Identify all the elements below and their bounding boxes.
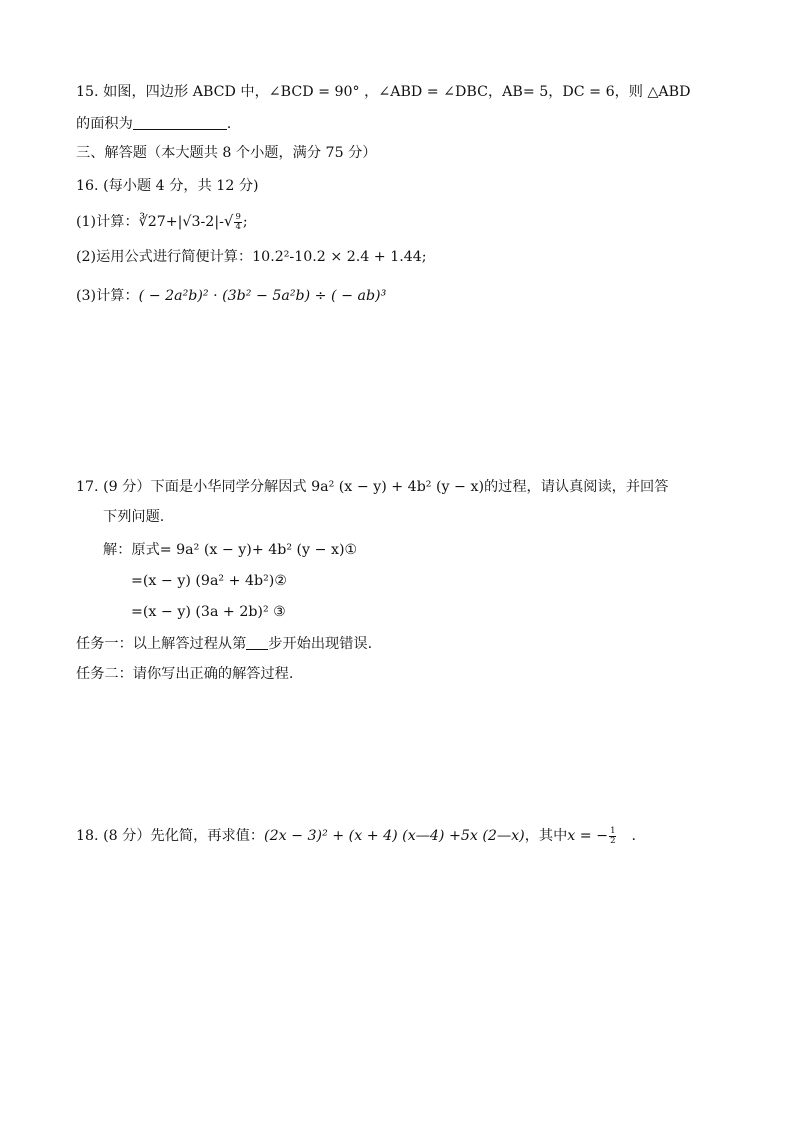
q16-p1-fraction: $\frac{9}{4}$ bbox=[235, 211, 241, 232]
q15-suffix: . bbox=[226, 116, 232, 132]
q16-p1-abs: +|√3-2|- bbox=[165, 214, 224, 230]
q16-p1-label: (1)计算： bbox=[76, 214, 139, 230]
q18-expr: (2x − 3)² + (x + 4) (x—4) +5x (2—x) bbox=[264, 828, 525, 844]
q16-p1-cuberoot: ∛27 bbox=[138, 214, 166, 230]
q17-solution-step3: =(x − y) (3a + 2b)² ③ bbox=[131, 604, 286, 620]
q17-task2: 任务二：请你写出正确的解答过程. bbox=[76, 666, 294, 682]
q16-p3-label: (3)计算： bbox=[76, 288, 139, 304]
q16-header: 16. (每小题 4 分，共 12 分) bbox=[76, 178, 259, 194]
q15-answer-blank bbox=[133, 115, 227, 130]
q17-solution-step1: 解：原式= 9a² (x − y)+ 4b² (y − x)① bbox=[103, 542, 358, 558]
q17-task1 bbox=[76, 634, 372, 654]
q17-line2: 下列问题. bbox=[103, 509, 165, 525]
q16-part3 bbox=[76, 286, 386, 306]
section-title: 三、解答题（本大题共 8 个小题，满分 75 分） bbox=[76, 145, 377, 161]
q18-var: x = − bbox=[567, 828, 609, 844]
q16-part2: (2)运用公式进行简便计算：10.2²-10.2 × 2.4 + 1.44; bbox=[76, 249, 427, 265]
q16-part1 bbox=[76, 211, 248, 232]
q18-line bbox=[76, 826, 636, 846]
q15-line2 bbox=[76, 114, 231, 134]
q16-p1-end: ; bbox=[242, 214, 248, 230]
q18-prefix: 18. (8 分）先化简，再求值： bbox=[76, 828, 265, 844]
q18-end: . bbox=[631, 828, 636, 844]
q17-task1-prefix: 任务一：以上解答过程从第 bbox=[76, 636, 247, 652]
q17-line1: 17. (9 分）下面是小华同学分解因式 9a² (x − y) + 4b² (y − x)的过程，请认真阅读，并回答 bbox=[76, 479, 669, 495]
q16-p3-expr: ( − 2a²b)² · (3b² − 5a²b) ÷ ( − ab)³ bbox=[138, 288, 387, 304]
q17-task1-suffix: 步开始出现错误. bbox=[268, 636, 373, 652]
q17-task1-blank bbox=[246, 635, 268, 650]
q15-line1: 15. 如图，四边形 ABCD 中，∠BCD = 90° ，∠ABD = ∠DBC，AB= 5，DC = 6，则 △ABD bbox=[76, 84, 691, 100]
sqrt-sign: √ bbox=[223, 212, 234, 230]
q18-fraction: $\frac{1}{2}$ bbox=[610, 825, 616, 846]
q18-mid: ，其中 bbox=[524, 828, 568, 844]
q17-solution-step2: =(x − y) (9a² + 4b²)② bbox=[131, 573, 288, 589]
q15-prefix: 的面积为 bbox=[76, 116, 133, 132]
